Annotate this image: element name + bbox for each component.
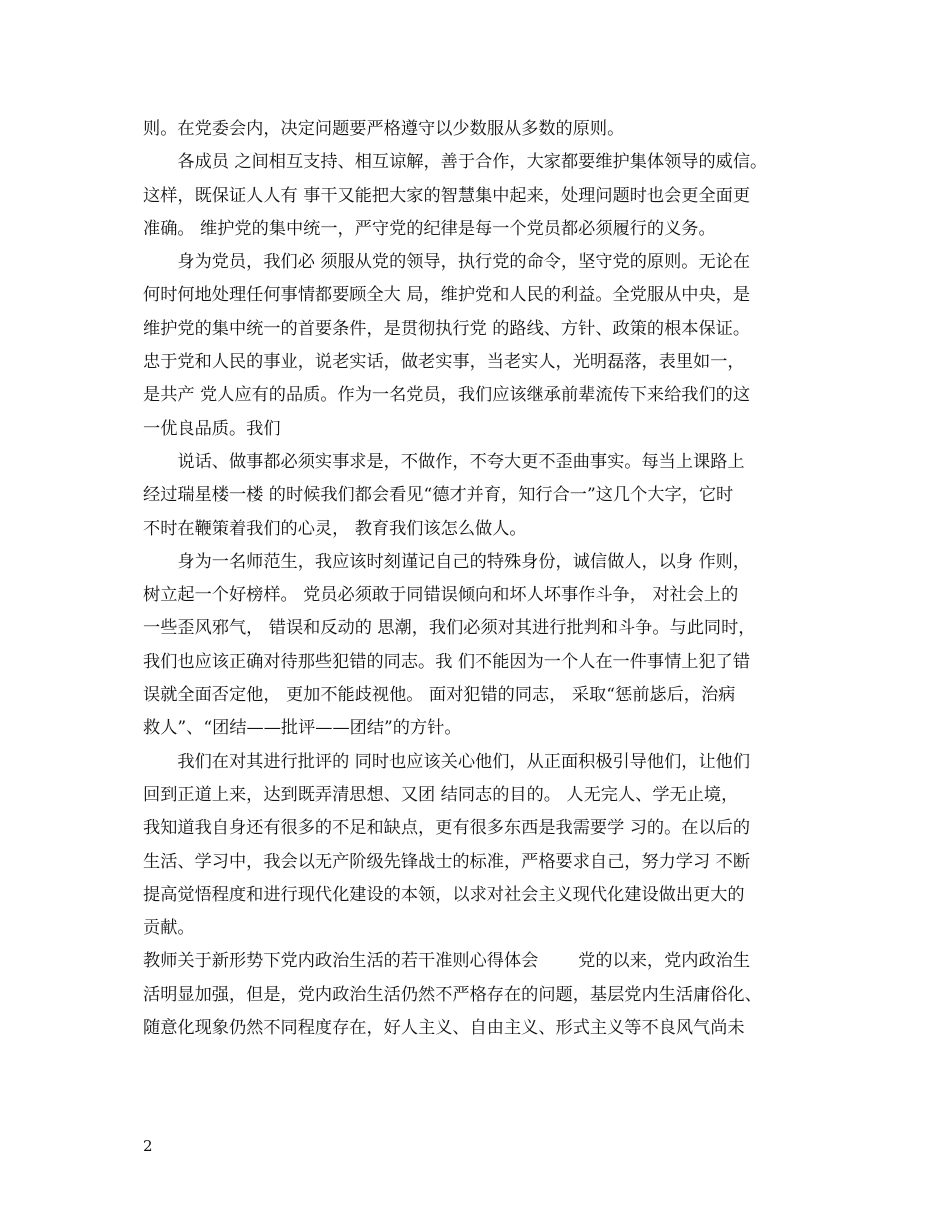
text-line: 我知道我自身还有很多的不足和缺点，更有很多东西是我需要学 习的。在以后的	[143, 818, 751, 839]
text-line: 不时在鞭策着我们的心灵， 教育我们该怎么做人。	[143, 518, 527, 539]
text-line: 是共产 党人应有的品质。作为一名党员，我们应该继承前辈流传下来给我们的这	[143, 385, 751, 406]
text-line: 提高觉悟程度和进行现代化建设的本领，以求对社会主义现代化建设做出更大的	[143, 884, 745, 905]
text-line: 这样，既保证人人有 事干又能把大家的智慧集中起来，处理问题时也会更全面更	[143, 185, 751, 206]
text-line: 我们在对其进行批评的 同时也应该关心他们，从正面积极引导他们，让他们	[143, 751, 751, 772]
text-line: 救人”、“团结——批评——团结”的方针。	[143, 718, 462, 739]
text-line: 身为党员，我们必 须服从党的领导，执行党的命令，坚守党的原则。无论在	[143, 252, 751, 273]
text-line: 一些歪风邪气， 错误和反动的 思潮，我们必须对其进行批判和斗争。与此同时，	[143, 618, 756, 639]
body-text	[143, 113, 833, 1045]
text-line: 维护党的集中统一的首要条件，是贯彻执行党 的路线、方针、政策的根本保证。	[143, 318, 751, 339]
text-line: 误就全面否定他， 更加不能歧视他。 面对犯错的同志， 采取“惩前毖后，治病	[143, 685, 736, 706]
page-number: 2	[143, 1137, 153, 1155]
text-line: 教师关于新形势下党内政治生活的若干准则心得体会 党的以来，党内政治生	[143, 951, 751, 972]
text-line: 经过瑞星楼一楼 的时候我们都会看见“德才并育，知行合一”这几个大字，它时	[143, 485, 734, 506]
text-line: 则。在党委会内，决定问题要严格遵守以少数服从多数的原则。	[143, 119, 625, 139]
text-line: 回到正道上来，达到既弄清思想、又团 结同志的目的。 人无完人、学无止境，	[143, 784, 739, 805]
text-line: 各成员 之间相互支持、相互谅解，善于合作，大家都要维护集体领导的威信。	[143, 152, 768, 173]
text-line: 活明显加强，但是，党内政治生活仍然不严格存在的问题，基层党内生活庸俗化、	[143, 984, 762, 1005]
text-line: 随意化现象仍然不同程度存在，好人主义、自由主义、形式主义等不良风气尚未	[143, 1018, 745, 1039]
text-line: 生活、学习中，我会以无产阶级先锋战士的标准，严格要求自己，努力学习 不断	[143, 851, 751, 872]
text-line: 说话、做事都必须实事求是，不做作，不夸大更不歪曲事实。每当上课路上	[143, 451, 745, 472]
text-line: 忠于党和人民的事业，说老实话，做老实事，当老实人，光明磊落，表里如一，	[143, 352, 745, 373]
text-line: 树立起一个好榜样。 党员必须敢于同错误倾向和坏人坏事作斗争， 对社会上的	[143, 585, 739, 606]
text-line: 我们也应该正确对待那些犯错的同志。我 们不能因为一个人在一件事情上犯了错	[143, 651, 751, 672]
text-line: 身为一名师范生，我应该时刻谨记自己的特殊身份，诚信做人，以身 作则，	[143, 551, 751, 572]
text-line: 何时何地处理任何事情都要顾全大 局，维护党和人民的利益。全党服从中央，是	[143, 285, 751, 306]
text-line: 贡献。	[143, 918, 195, 939]
text-line: 准确。 维护党的集中统一，严守党的纪律是每一个党员都必须履行的义务。	[143, 218, 716, 239]
text-line: 一优良品质。我们	[143, 418, 281, 439]
